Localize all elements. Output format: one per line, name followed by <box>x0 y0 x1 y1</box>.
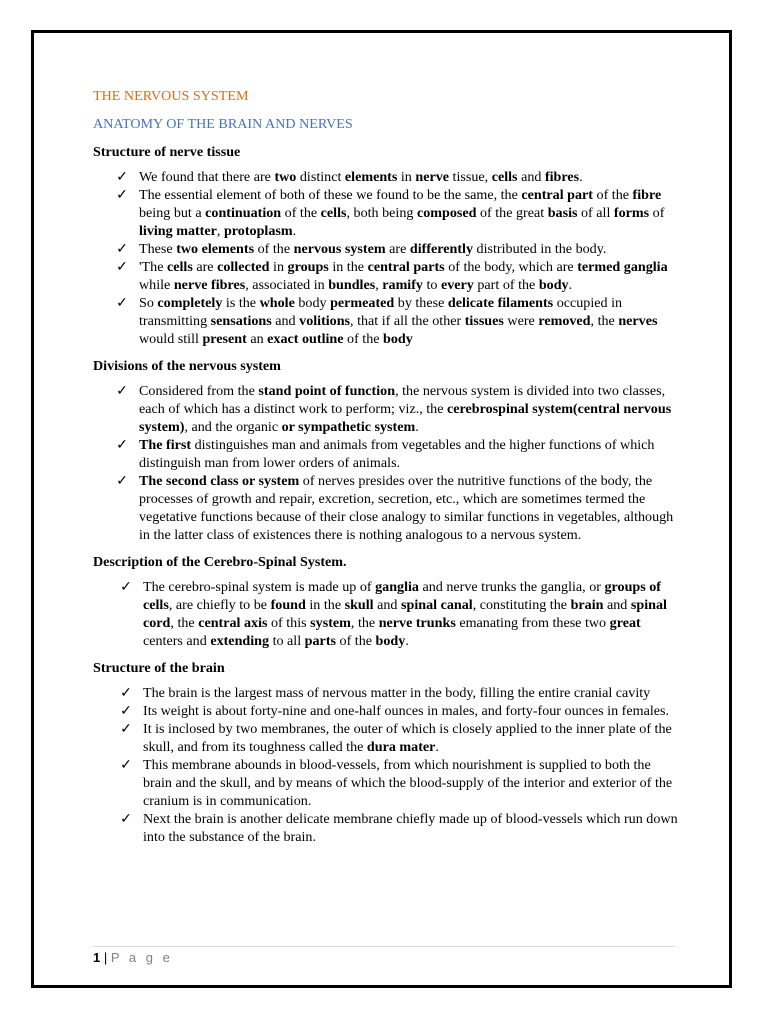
checkmark-icon: ✓ <box>120 721 132 737</box>
bold-term: cells <box>166 259 193 275</box>
bold-term: differently <box>409 241 474 257</box>
bold-term: central part <box>521 187 593 203</box>
list-item: ✓ The cerebro-spinal system is made up of ganglia and nerve trunks the ganglia, or groups of cells, are chiefly to be found in the skull and spinal canal, constituting the brain and spinal cord, the central axis of this system, the nerve trunks emanating from these two great centers and extending to all parts of the body. <box>120 579 667 649</box>
bold-term: permeated <box>330 295 395 311</box>
document-title: THE NERVOUS SYSTEM <box>93 88 249 104</box>
bold-term: ganglia <box>375 579 419 595</box>
bold-term: spinal cord <box>143 597 667 631</box>
bold-term: spinal canal <box>401 597 473 613</box>
bold-term: collected <box>217 259 270 275</box>
list-item: ✓ Considered from the stand point of function, the nervous system is divided into two classes, each of which has a distinct work to perform; viz., the cerebrospinal system(central nervous system), and the organic or sympathetic system. <box>116 383 672 435</box>
bullet-list <box>93 382 678 544</box>
list-item: ✓ Next the brain is another delicate membrane chiefly made up of blood-vessels which run down into the substance of the brain. <box>120 811 678 845</box>
checkmark-icon: ✓ <box>120 703 132 719</box>
bold-term: fibres <box>544 169 580 185</box>
bold-term: fibre <box>632 187 662 203</box>
list-item: ✓ The first distinguishes man and animals from vegetables and the higher functions of which distinguish man from lower orders of animals. <box>116 437 655 471</box>
checkmark-icon: ✓ <box>116 437 128 453</box>
bullet-list <box>93 168 678 348</box>
bold-term: bundles <box>328 277 376 293</box>
bold-term: basis <box>547 205 578 221</box>
bold-term: completely <box>157 295 223 311</box>
bold-term: protoplasm <box>223 223 293 239</box>
list-item: ✓ We found that there are two distinct elements in nerve tissue, cells and fibres. <box>116 169 583 185</box>
checkmark-icon: ✓ <box>116 473 128 489</box>
bold-term: two elements <box>176 241 255 257</box>
bold-term: cells <box>491 169 518 185</box>
bullet-list <box>93 578 678 650</box>
section-heading: Structure of nerve tissue <box>93 144 241 160</box>
checkmark-icon: ✓ <box>116 295 128 311</box>
checkmark-icon: ✓ <box>120 579 132 595</box>
bold-term: continuation <box>205 205 282 221</box>
bold-term: two <box>274 169 297 185</box>
checkmark-icon: ✓ <box>116 241 128 257</box>
bullet-list <box>93 684 678 846</box>
bold-term: brain <box>570 597 604 613</box>
bold-term: body <box>538 277 569 293</box>
bold-term: removed <box>538 313 591 329</box>
bold-term: extending <box>210 633 270 649</box>
document-subtitle: ANATOMY OF THE BRAIN AND NERVES <box>93 116 353 132</box>
bold-term: elements <box>344 169 398 185</box>
bold-term: central parts <box>367 259 445 275</box>
bold-term: nerve trunks <box>378 615 456 631</box>
bold-term: nerve <box>415 169 450 185</box>
list-item: ✓ These two elements of the nervous system are differently distributed in the body. <box>116 241 607 257</box>
bold-term: nervous system <box>293 241 386 257</box>
bold-term: termed ganglia <box>577 259 668 275</box>
list-item: ✓ The second class or system of nerves presides over the nutritive functions of the body, the processes of growth and repair, excretion, secretion, etc., which are sometimes termed the vegetative functions because of their close analogy to similar functions in vegetables, although in the latter class of existences there is nothing analogous to a nervous system. <box>116 473 674 543</box>
list-item: ✓ The essential element of both of these we found to be the same, the central part of the fibre being but a continuation of the cells, both being composed of the great basis of all forms of living matter, protoplasm. <box>116 187 665 239</box>
bold-term: cells <box>320 205 347 221</box>
document-body <box>93 86 678 854</box>
bold-term: nerve fibres <box>173 277 246 293</box>
bold-term: parts <box>304 633 336 649</box>
bold-term: or sympathetic system <box>281 419 416 435</box>
bold-term: exact outline <box>267 331 344 347</box>
bold-term: forms <box>613 205 650 221</box>
list-item: ✓ Its weight is about forty-nine and one-half ounces in males, and forty-four ounces in females. <box>120 703 670 719</box>
bold-term: stand point of function <box>258 383 396 399</box>
list-item: ✓ The brain is the largest mass of nervous matter in the body, filling the entire cranial cavity <box>120 685 651 701</box>
bold-term: central axis <box>198 615 268 631</box>
bold-term: cerebrospinal system(central nervous system) <box>139 401 672 435</box>
bold-term: every <box>440 277 474 293</box>
section-heading: Structure of the brain <box>93 660 225 676</box>
bold-term: nerves <box>618 313 658 329</box>
page-number: 1 <box>93 950 101 965</box>
sections-container <box>93 142 678 846</box>
list-item: ✓ It is inclosed by two membranes, the outer of which is closely applied to the inner plate of the skull, and from its toughness called the dura mater. <box>120 721 672 755</box>
bold-term: groups of cells <box>143 579 661 613</box>
bold-term: whole <box>259 295 295 311</box>
bold-term: living matter <box>139 223 217 239</box>
bold-term: composed <box>416 205 477 221</box>
bold-term: tissues <box>464 313 504 329</box>
section-heading: Divisions of the nervous system <box>93 358 281 374</box>
bold-term: The second class or system <box>139 473 300 489</box>
bold-term: system <box>310 615 351 631</box>
page-footer <box>93 946 675 965</box>
checkmark-icon: ✓ <box>120 757 132 773</box>
bold-term: ramify <box>382 277 423 293</box>
bold-term: found <box>270 597 306 613</box>
checkmark-icon: ✓ <box>116 259 128 275</box>
footer-separator: | <box>103 950 108 965</box>
checkmark-icon: ✓ <box>120 685 132 701</box>
bold-term: delicate filaments <box>447 295 554 311</box>
bold-term: skull <box>344 597 374 613</box>
bold-term: The first <box>139 437 192 453</box>
bold-term: body <box>375 633 406 649</box>
list-item: ✓ 'The cells are collected in groups in the central parts of the body, which are termed ganglia while nerve fibres, associated in bundles, ramify to every part of the body. <box>116 259 668 293</box>
bold-term: present <box>202 331 247 347</box>
list-item: ✓ So completely is the whole body permeated by these delicate filaments occupied in transmitting sensations and volitions, that if all the other tissues were removed, the nerves would still present an exact outline of the body <box>116 295 658 347</box>
section-heading: Description of the Cerebro-Spinal System. <box>93 554 347 570</box>
list-item: ✓ This membrane abounds in blood-vessels, from which nourishment is supplied to both the brain and the skull, and by means of which the blood-supply of the interior and exterior of the cranium is in communication. <box>120 757 673 809</box>
bold-term: groups <box>287 259 329 275</box>
checkmark-icon: ✓ <box>120 811 132 827</box>
bold-term: volitions <box>299 313 351 329</box>
bold-term: great <box>609 615 641 631</box>
page-label: P a g e <box>110 950 173 965</box>
checkmark-icon: ✓ <box>116 169 128 185</box>
bold-term: body <box>383 331 413 347</box>
bold-term: dura mater <box>366 739 436 755</box>
bold-term: sensations <box>210 313 272 329</box>
checkmark-icon: ✓ <box>116 187 128 203</box>
checkmark-icon: ✓ <box>116 383 128 399</box>
